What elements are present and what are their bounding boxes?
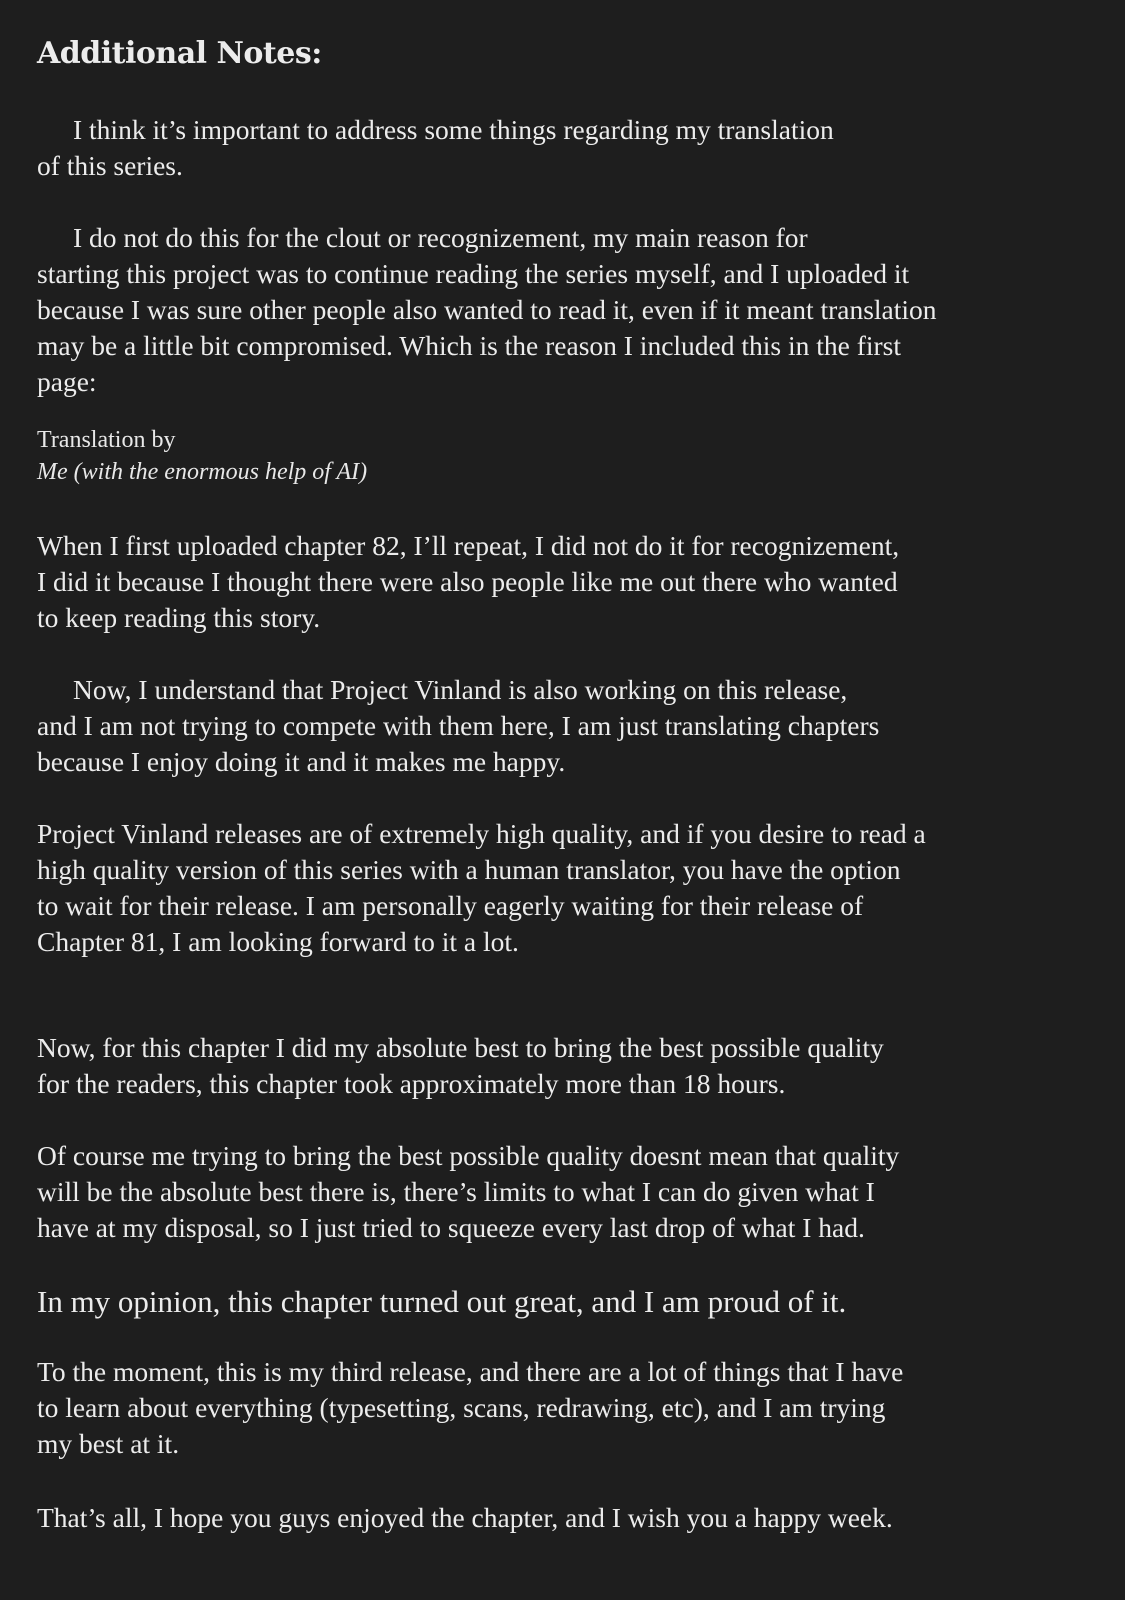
paragraph-third-release: To the moment, this is my third release, and there are a lot of things that I have to learn about everything (typesetting, scans, redrawing, etc), and I am trying my best at it. [37,1356,904,1459]
credit-name: Me (with the enormous help of AI) [37,459,368,485]
paragraph-opinion: In my opinion, this chapter turned out great, and I am proud of it. [37,1284,847,1319]
paragraph-vinland-quality: Project Vinland releases are of extremely high quality, and if you desire to read a high quality version of this series with a human translator, you have the option to wait for their release. I am personally eagerly waiting for their release of Chapter 81, I am looking forward to it a lot. [37,818,926,957]
paragraph-translation-intro: I think it’s important to address some things regarding my translation of this series. [37,114,834,181]
paragraph-quality-limits: Of course me trying to bring the best possible quality doesnt mean that quality will be the absolute best there is, there’s limits to what I can do given what I have at my disposal, so I just tried to squeeze every last drop of what I had. [37,1140,900,1243]
paragraph-chapter-effort: Now, for this chapter I did my absolute best to bring the best possible quality for the readers, this chapter took approximately more than 18 hours. [37,1032,884,1099]
paragraph-motivation: I do not do this for the clout or recognizement, my main reason for starting this project was to continue reading the series myself, and I uploaded it because I was sure other people also wanted to read it, even if it meant translation may be a little bit compromised. Which is the reason I included this in the first page: [37,222,937,397]
paragraph-project-vinland: Now, I understand that Project Vinland is also working on this release, and I am not trying to compete with them here, I am just translating chapters because I enjoy doing it and it makes me happy. [37,674,880,777]
credit-label: Translation by [37,427,176,453]
paragraph-first-upload: When I first uploaded chapter 82, I’ll repeat, I did not do it for recognizement, I did it because I thought there were also people like me out there who wanted to keep reading this story. [37,530,900,633]
paragraph-closing: That’s all, I hope you guys enjoyed the chapter, and I wish you a happy week. [37,1502,893,1533]
page-heading: Additional Notes: [37,36,322,71]
